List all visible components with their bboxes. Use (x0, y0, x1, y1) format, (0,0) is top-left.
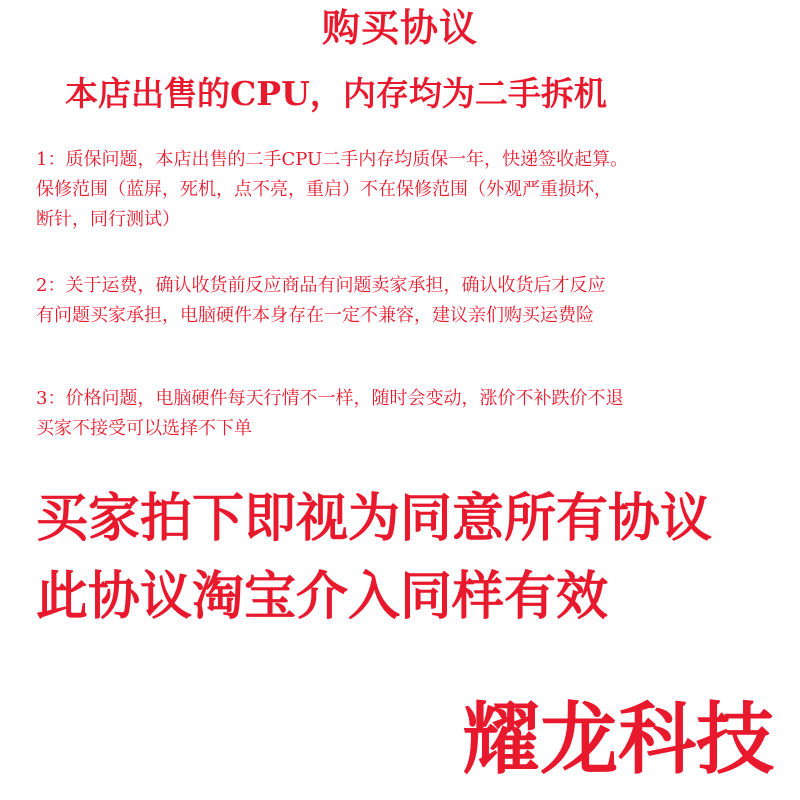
clause-line: 2：关于运费，确认收货前反应商品有问题卖家承担，确认收货后才反应 (36, 275, 606, 296)
notice-agreement: 买家拍下即视为同意所有协议 (36, 489, 713, 549)
clause-line: 1：质保问题，本店出售的二手CPU二手内存均质保一年，快递签收起算。 (36, 149, 629, 170)
clause-shipping (36, 271, 786, 331)
notice-taobao: 此协议淘宝介入同样有效 (36, 567, 609, 627)
clause-line: 断针，同行测试） (36, 209, 180, 230)
clause-warranty (36, 145, 786, 235)
subtitle: 本店出售的CPU，内存均为二手拆机 (65, 74, 607, 113)
clause-price (36, 384, 786, 444)
brand-name: 耀龙科技 (461, 695, 774, 785)
clause-line: 有问题买家承担，电脑硬件本身存在一定不兼容，建议亲们购买运费险 (36, 305, 594, 326)
page-title: 购买协议 (321, 5, 478, 50)
clause-line: 买家不接受可以选择不下单 (36, 418, 252, 439)
clause-line: 3：价格问题，电脑硬件每天行情不一样，随时会变动，涨价不补跌价不退 (36, 388, 624, 409)
clause-line: 保修范围（蓝屏，死机，点不亮，重启）不在保修范围（外观严重损坏， (36, 179, 612, 200)
